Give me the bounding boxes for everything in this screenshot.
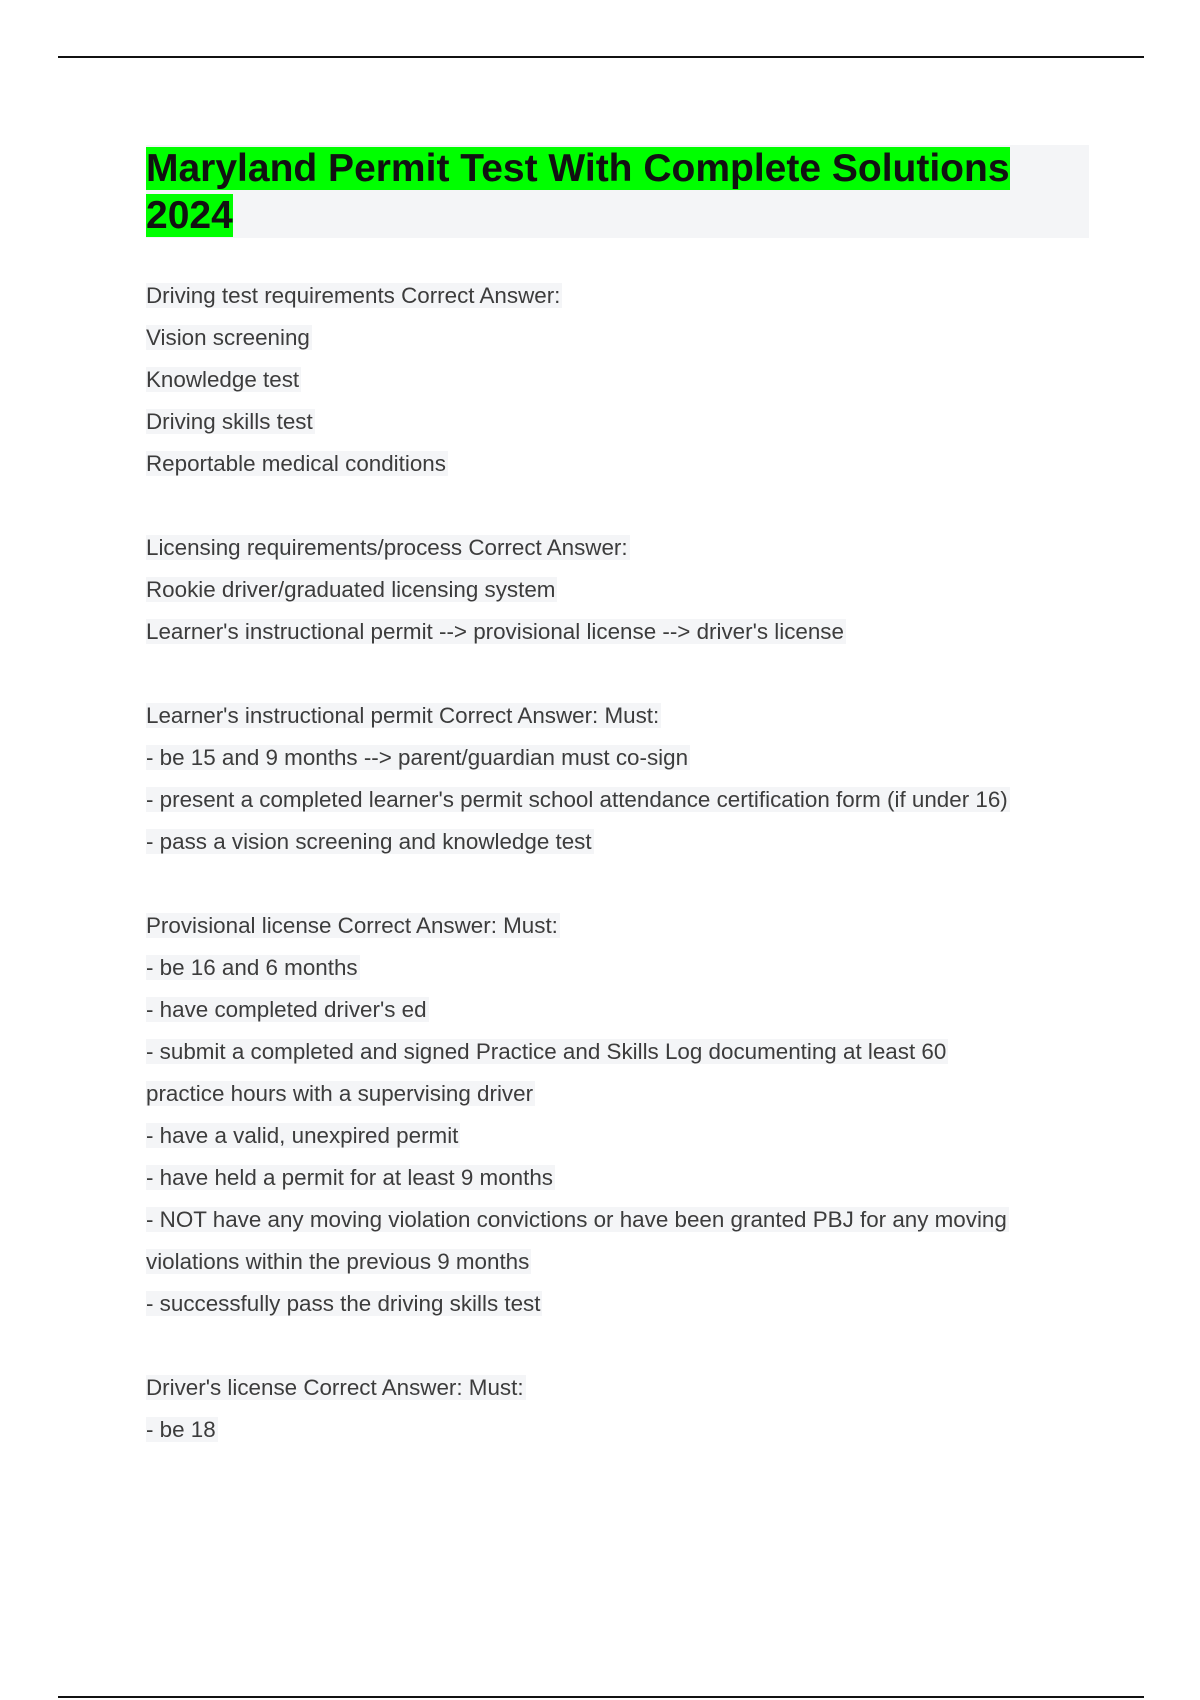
answer-line: - be 16 and 6 months <box>146 955 358 980</box>
question-line: Driver's license Correct Answer: Must: <box>146 1375 524 1400</box>
answer-line: - have held a permit for at least 9 months <box>146 1165 553 1190</box>
section-gap <box>146 1325 1106 1367</box>
answer-line: Reportable medical conditions <box>146 451 446 476</box>
header-rule <box>58 56 1144 58</box>
question-line: Provisional license Correct Answer: Must: <box>146 913 558 938</box>
section-gap <box>146 863 1106 905</box>
document-title-text: Maryland Permit Test With Complete Solutions 2024 <box>146 147 1010 237</box>
footer-rule <box>58 1696 1144 1698</box>
answer-line: Vision screening <box>146 325 310 350</box>
question-line: Licensing requirements/process Correct Answer: <box>146 535 628 560</box>
section-gap <box>146 653 1106 695</box>
answer-line: practice hours with a supervising driver <box>146 1081 534 1106</box>
answer-line: - present a completed learner's permit school attendance certification form (if under 16) <box>146 787 1008 812</box>
answer-line: - have completed driver's ed <box>146 997 427 1022</box>
document-title <box>146 145 1046 239</box>
answer-line: Knowledge test <box>146 367 300 392</box>
answer-line: - successfully pass the driving skills test <box>146 1291 541 1316</box>
answer-line: Rookie driver/graduated licensing system <box>146 577 556 602</box>
answer-line: - be 18 <box>146 1417 216 1442</box>
answer-line: Learner's instructional permit --> provisional license --> driver's license <box>146 619 844 644</box>
answer-line: - pass a vision screening and knowledge test <box>146 829 592 854</box>
answer-line: Driving skills test <box>146 409 313 434</box>
answer-line: - have a valid, unexpired permit <box>146 1123 459 1148</box>
section-gap <box>146 485 1106 527</box>
question-line: Driving test requirements Correct Answer: <box>146 283 561 308</box>
answer-line: - NOT have any moving violation convictions or have been granted PBJ for any moving <box>146 1207 1007 1232</box>
answer-line: - be 15 and 9 months --> parent/guardian must co-sign <box>146 745 689 770</box>
document-body <box>146 275 1106 1451</box>
answer-line: violations within the previous 9 months <box>146 1249 530 1274</box>
question-line: Learner's instructional permit Correct Answer: Must: <box>146 703 660 728</box>
answer-line: - submit a completed and signed Practice and Skills Log documenting at least 60 <box>146 1039 947 1064</box>
